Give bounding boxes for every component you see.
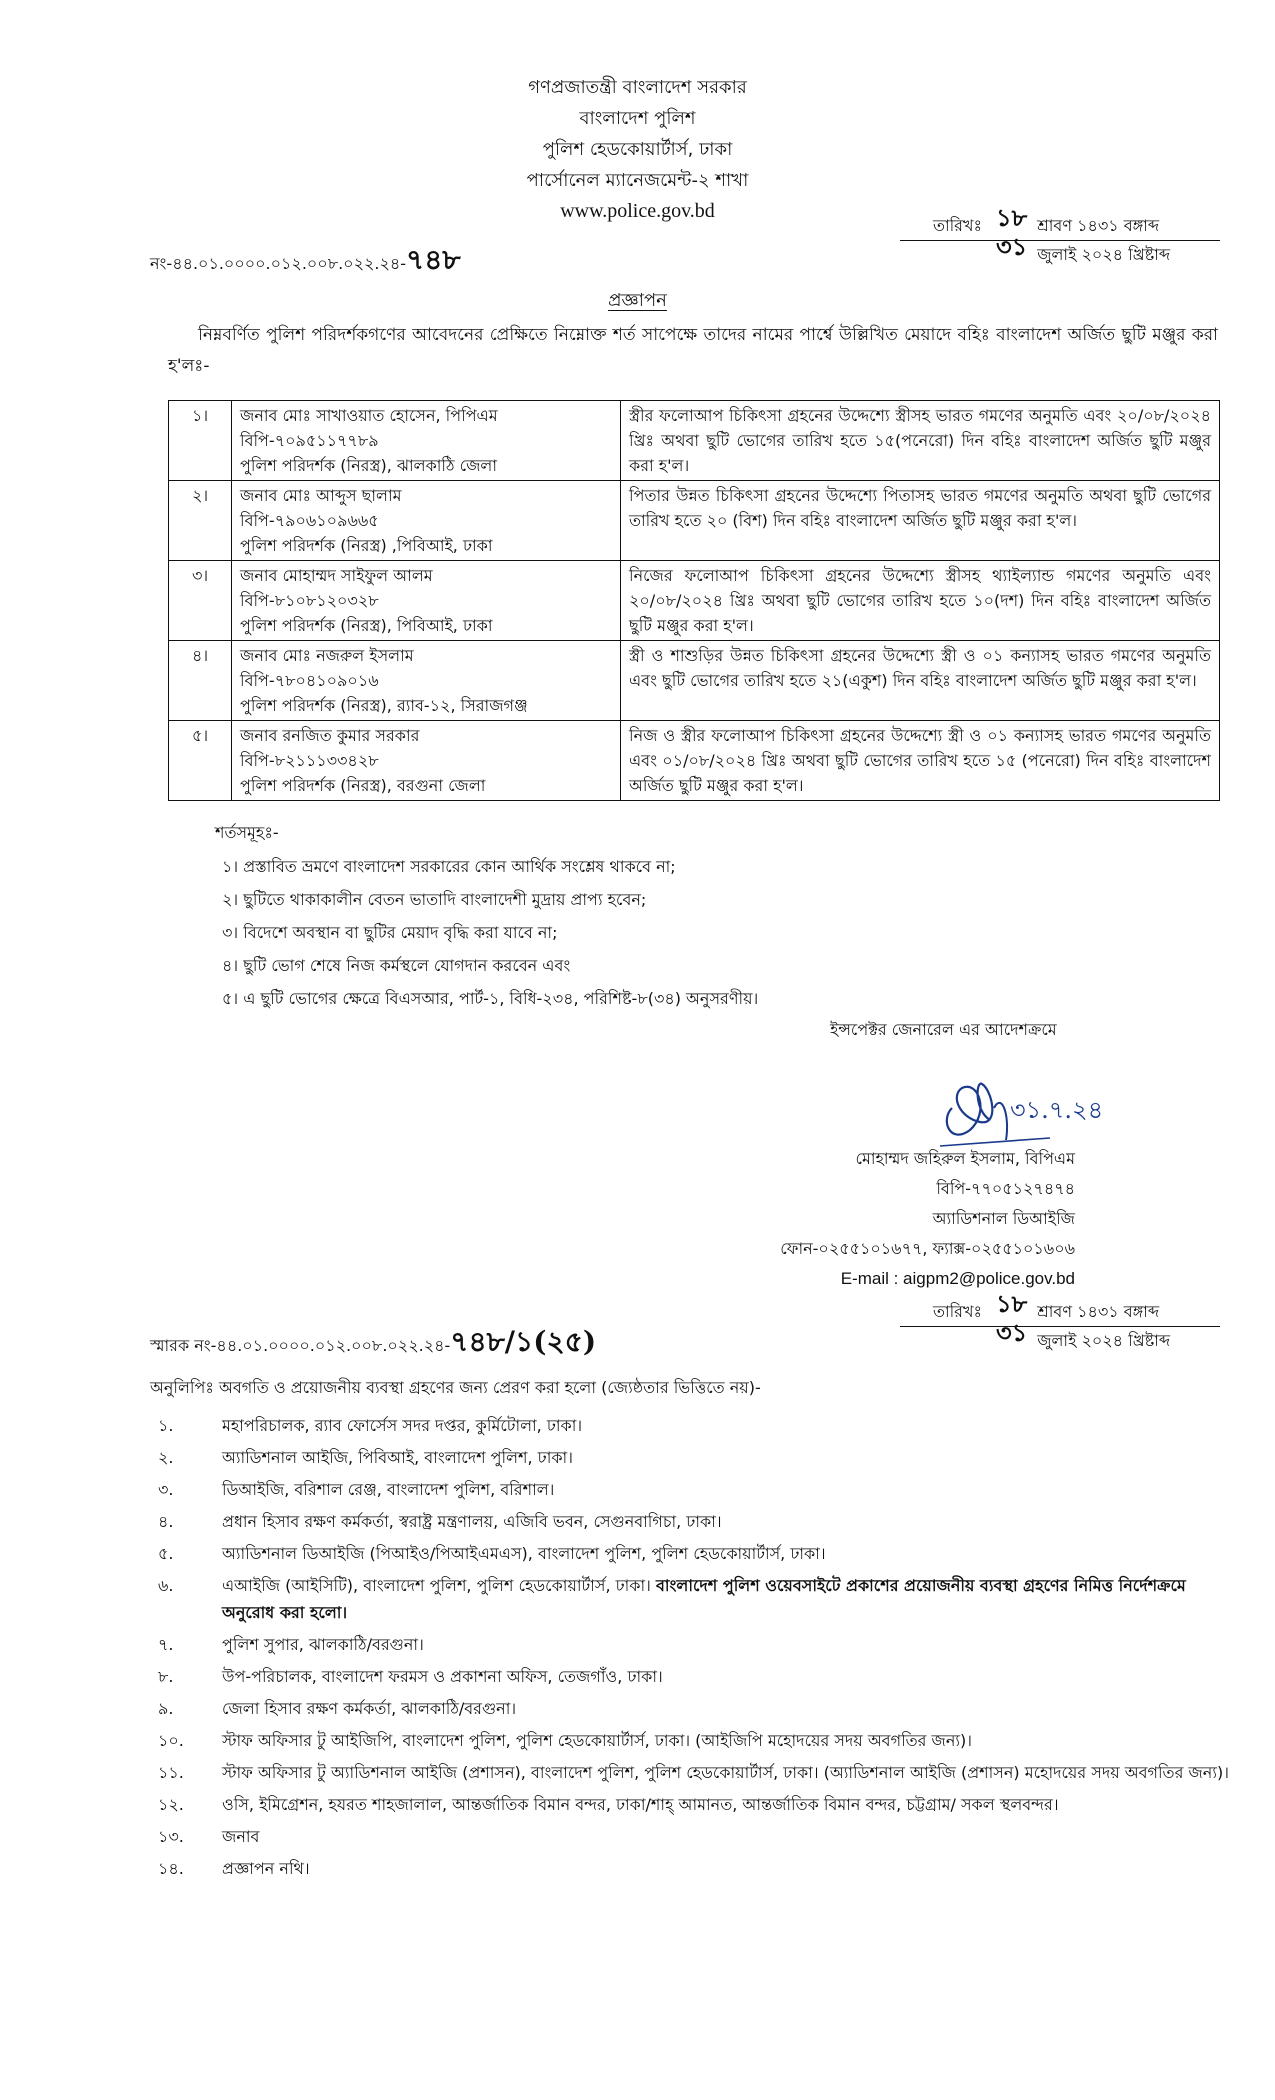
date-day-bangla: ১৮ bbox=[996, 203, 1028, 232]
list-item bbox=[150, 1791, 1230, 1818]
leave-reason: নিজ ও স্ত্রীর ফলোআপ চিকিৎসা গ্রহনের উদ্দেশ্যে স্ত্রী ও ০১ কন্যাসহ ভারত গমণের অনুমতি এবং ০১/০৮/২০২৪ খ্রিঃ অথবা ছুটি ভোগের তারিখ হতে ১৫ (পনেরো) দিন বহিঃ বাংলাদেশ অর্জিত ছুটি মঞ্জুর করা হ'ল। bbox=[621, 721, 1220, 801]
list-item-number: ৯. bbox=[158, 1699, 174, 1718]
memo2-reference bbox=[150, 1320, 596, 1367]
list-item bbox=[150, 1727, 1230, 1754]
date-gregorian: জুলাই ২০২৪ খ্রিষ্টাব্দ bbox=[1037, 1331, 1171, 1350]
memo-reference bbox=[150, 238, 461, 285]
list-item-text: মহাপরিচালক, র‍্যাব ফোর্সেস সদর দপ্তর, কুর্মিটোলা, ঢাকা। bbox=[222, 1416, 583, 1435]
list-item bbox=[150, 1823, 1230, 1850]
list-item-number: ৭. bbox=[158, 1635, 174, 1654]
person-name: জনাব মোঃ সাখাওয়াত হোসেন, পিপিএম bbox=[240, 406, 498, 425]
row-number: ৪। bbox=[169, 641, 232, 721]
signer-phone: ফোন-০২৫৫১০১৬৭৭, ফ্যাক্স-০২৫৫১০১৬০৬ bbox=[780, 1239, 1075, 1258]
person-designation: পুলিশ পরিদর্শক (নিরস্ত্র) ,পিবিআই, ঢাকা bbox=[240, 536, 493, 555]
letterhead bbox=[0, 72, 1275, 227]
condition-item: ১। প্রস্তাবিত ভ্রমণে বাংলাদেশ সরকারের কোন আর্থিক সংশ্লেষ থাকবে না; bbox=[222, 857, 676, 876]
person-bp: বিপি-৮১০৮১২০৩২৮ bbox=[240, 591, 379, 610]
list-item bbox=[150, 1759, 1230, 1786]
table-row bbox=[169, 481, 1220, 561]
list-item-text: প্রজ্ঞাপন নথি। bbox=[222, 1859, 310, 1878]
list-item-number: ৪. bbox=[158, 1512, 174, 1531]
memo-date bbox=[900, 203, 1220, 269]
leave-reason: স্ত্রী ও শাশুড়ির উন্নত চিকিৎসা গ্রহনের উদ্দেশ্যে স্ত্রী ও ০১ কন্যাসহ ভারত গমণের অনুমতি এবং ছুটি ভোগের তারিখ হতে ২১(একুশ) দিন বহিঃ বাংলাদেশ অর্জিত ছুটি মঞ্জুর করা হ'ল। bbox=[621, 641, 1220, 721]
order-by: ইন্সপেক্টর জেনারেল এর আদেশক্রমে bbox=[830, 1020, 1057, 1039]
list-item-text: এআইজি (আইসিটি), বাংলাদেশ পুলিশ, পুলিশ হেডকোয়ার্টার্স, ঢাকা। bbox=[222, 1576, 651, 1595]
memo-handwritten-number: ৭৪৮ bbox=[406, 243, 461, 276]
list-item bbox=[150, 1572, 1230, 1626]
person-designation: পুলিশ পরিদর্শক (নিরস্ত্র), বরগুনা জেলা bbox=[240, 776, 486, 795]
list-item-number: ৩. bbox=[158, 1480, 174, 1499]
person-info bbox=[232, 401, 621, 481]
row-number: ২। bbox=[169, 481, 232, 561]
signer-designation: অ্যাডিশনাল ডিআইজি bbox=[932, 1209, 1075, 1228]
list-item-number: ৫. bbox=[158, 1544, 174, 1563]
list-item-text: জেলা হিসাব রক্ষণ কর্মকর্তা, ঝালকাঠি/বরগুনা। bbox=[222, 1699, 517, 1718]
list-item-number: ১২. bbox=[158, 1795, 184, 1814]
list-item-text: উপ-পরিচালক, বাংলাদেশ ফরমস ও প্রকাশনা অফিস, তেজগাঁও, ঢাকা। bbox=[222, 1667, 663, 1686]
person-info bbox=[232, 721, 621, 801]
list-item bbox=[150, 1855, 1230, 1882]
signer-block bbox=[780, 1144, 1075, 1294]
date-bangla: শ্রাবণ ১৪৩১ বঙ্গাব্দ bbox=[1037, 216, 1160, 235]
leave-reason: পিতার উন্নত চিকিৎসা গ্রহনের উদ্দেশ্যে পিতাসহ ভারত গমণের অনুমতি অথবা ছুটি ভোগের তারিখ হতে ২০ (বিশ) দিন বহিঃ বাংলাদেশ অর্জিত ছুটি মঞ্জুর করা হ'ল। bbox=[621, 481, 1220, 561]
list-item bbox=[150, 1631, 1230, 1658]
intro-paragraph: নিম্নবর্ণিত পুলিশ পরিদর্শকগণের আবেদনের প্রেক্ষিতে নিম্নোক্ত শর্ত সাপেক্ষে তাদের নামের পার্শ্বে উল্লিখিত মেয়াদে বহিঃ বাংলাদেশ অর্জিত ছুটি মঞ্জুর করা হ'লঃ- bbox=[168, 325, 1218, 376]
person-bp: বিপি-৮২১১১৩৩৪২৮ bbox=[240, 751, 379, 770]
list-item-text: স্টাফ অফিসার টু আইজিপি, বাংলাদেশ পুলিশ, পুলিশ হেডকোয়ার্টার্স, ঢাকা। (আইজিপি মহোদয়ের সদয় অবগতির জন্য)। bbox=[222, 1731, 973, 1750]
list-item bbox=[150, 1412, 1230, 1439]
person-bp: বিপি-৭৯০৬১০৯৬৬৫ bbox=[240, 511, 379, 530]
list-item-number: ১১. bbox=[158, 1763, 184, 1782]
list-item-number: ৮. bbox=[158, 1667, 174, 1686]
date-day-bangla: ১৮ bbox=[996, 1289, 1028, 1318]
signer-bp: বিপি-৭৭০৫১২৭৪৭৪ bbox=[936, 1179, 1075, 1198]
list-item-number: ২. bbox=[158, 1448, 174, 1467]
table-row bbox=[169, 561, 1220, 641]
leave-reason: স্ত্রীর ফলোআপ চিকিৎসা গ্রহনের উদ্দেশ্যে স্ত্রীসহ ভারত গমণের অনুমতি এবং ২০/০৮/২০২৪ খ্রিঃ অথবা ছুটি ভোগের তারিখ হতে ১৫(পনেরো) দিন বহিঃ বাংলাদেশ অর্জিত ছুটি মঞ্জুর করা হ'ল। bbox=[621, 401, 1220, 481]
conditions-title: শর্তসমূহঃ- bbox=[215, 823, 279, 842]
row-number: ১। bbox=[169, 401, 232, 481]
signer-name: মোহাম্মদ জহিরুল ইসলাম, বিপিএম bbox=[855, 1149, 1075, 1168]
person-name: জনাব মোঃ নজরুল ইসলাম bbox=[240, 646, 414, 665]
list-item-text: অ্যাডিশনাল ডিআইজি (পিআইও/পিআইএমএস), বাংলাদেশ পুলিশ, পুলিশ হেডকোয়ার্টার্স, ঢাকা। bbox=[222, 1544, 826, 1563]
person-bp: বিপি-৭০৯৫১১৭৭৮৯ bbox=[240, 431, 379, 450]
memo2-date bbox=[900, 1289, 1220, 1355]
list-item bbox=[150, 1540, 1230, 1567]
leave-reason: নিজের ফলোআপ চিকিৎসা গ্রহনের উদ্দেশ্যে স্ত্রীসহ থ্যাইল্যান্ড গমণের অনুমতি এবং ২০/০৮/২০২৪ খ্রিঃ অথবা ছুটি ভোগের তারিখ হতে ১০(দশ) দিন বহিঃ বাংলাদেশ অর্জিত ছুটি মঞ্জুর করা হ'ল। bbox=[621, 561, 1220, 641]
date-label: তারিখঃ bbox=[932, 1302, 982, 1321]
person-name: জনাব মোহাম্মদ সাইফুল আলম bbox=[240, 566, 433, 585]
copy-list bbox=[150, 1412, 1230, 1887]
copy-intro: অনুলিপিঃ অবগতি ও প্রয়োজনীয় ব্যবস্থা গ্রহণের জন্য প্রেরণ করা হলো (জ্যেষ্ঠতার ভিত্তিতে নয়)- bbox=[150, 1378, 761, 1397]
date-label: তারিখঃ bbox=[932, 216, 982, 235]
list-item-text: অ্যাডিশনাল আইজি, পিবিআই, বাংলাদেশ পুলিশ, ঢাকা। bbox=[222, 1448, 573, 1467]
list-item bbox=[150, 1663, 1230, 1690]
list-item-bold-request: বাংলাদেশ পুলিশ ওয়েবসাইটে প্রকাশের প্রয়োজনীয় ব্যবস্থা গ্রহণের নিমিত্ত নির্দেশক্রমে অনুরোধ করা হলো। bbox=[222, 1576, 1186, 1622]
dept-name: বাংলাদেশ পুলিশ bbox=[579, 108, 696, 129]
condition-item: ২। ছুটিতে থাকাকালীন বেতন ভাতাদি বাংলাদেশী মুদ্রায় প্রাপ্য হবেন; bbox=[222, 890, 647, 909]
list-item-text: ওসি, ইমিগ্রেশন, হযরত শাহজালাল, আন্তর্জাতিক বিমান বন্দর, ঢাকা/শাহ্ আমানত, আন্তর্জাতিক বিমান বন্দর, চট্টগ্রাম/ সকল স্থলবন্দর। bbox=[222, 1795, 1059, 1814]
section-name: পার্সোনেল ম্যানেজমেন্ট-২ শাখা bbox=[526, 170, 749, 191]
person-info bbox=[232, 481, 621, 561]
list-item bbox=[150, 1695, 1230, 1722]
memo2-reference-number: স্মারক নং-৪৪.০১.০০০০.০১২.০০৮.০২২.২৪- bbox=[150, 1336, 451, 1355]
govt-name: গণপ্রজাতন্ত্রী বাংলাদেশ সরকার bbox=[528, 77, 747, 98]
table-row bbox=[169, 401, 1220, 481]
date-gregorian: জুলাই ২০২৪ খ্রিষ্টাব্দ bbox=[1037, 245, 1171, 264]
person-designation: পুলিশ পরিদর্শক (নিরস্ত্র), পিবিআই, ঢাকা bbox=[240, 616, 493, 635]
list-item-number: ১৪. bbox=[158, 1859, 184, 1878]
person-info bbox=[232, 561, 621, 641]
person-designation: পুলিশ পরিদর্শক (নিরস্ত্র), ঝালকাঠি জেলা bbox=[240, 456, 497, 475]
row-number: ৫। bbox=[169, 721, 232, 801]
memo2-handwritten-number: ৭৪৮/১(২৫) bbox=[450, 1325, 597, 1358]
row-number: ৩। bbox=[169, 561, 232, 641]
list-item-number: ১০. bbox=[158, 1731, 184, 1750]
person-bp: বিপি-৭৮০৪১০৯০১৬ bbox=[240, 671, 379, 690]
person-info bbox=[232, 641, 621, 721]
list-item-text: জনাব bbox=[222, 1827, 260, 1846]
condition-item: ৩। বিদেশে অবস্থান বা ছুটির মেয়াদ বৃদ্ধি করা যাবে না; bbox=[222, 923, 558, 942]
date-day-gregorian: ৩১ bbox=[996, 1318, 1028, 1347]
person-designation: পুলিশ পরিদর্শক (নিরস্ত্র), র‍্যাব-১২, সিরাজগঞ্জ bbox=[240, 696, 528, 715]
list-item-text: স্টাফ অফিসার টু অ্যাডিশনাল আইজি (প্রশাসন), বাংলাদেশ পুলিশ, পুলিশ হেডকোয়ার্টার্স, ঢাকা। (অ্যাডিশনাল আইজি (প্রশাসন) মহোদয়ের সদয় অবগতির জন্য)। bbox=[222, 1763, 1229, 1782]
list-item bbox=[150, 1508, 1230, 1535]
person-name: জনাব রনজিত কুমার সরকার bbox=[240, 726, 420, 745]
condition-item: ৫। এ ছুটি ভোগের ক্ষেত্রে বিএসআর, পার্ট-১, বিধি-২৩৪, পরিশিষ্ট-৮(৩৪) অনুসরণীয়। bbox=[222, 989, 759, 1008]
office-name: পুলিশ হেডকোয়ার্টার্স, ঢাকা bbox=[542, 139, 733, 160]
date-bangla: শ্রাবণ ১৪৩১ বঙ্গাব্দ bbox=[1037, 1302, 1160, 1321]
list-item bbox=[150, 1476, 1230, 1503]
date-day-gregorian: ৩১ bbox=[996, 232, 1028, 261]
list-item-text: প্রধান হিসাব রক্ষণ কর্মকর্তা, স্বরাষ্ট্র মন্ত্রণালয়, এজিবি ভবন, সেগুনবাগিচা, ঢাকা। bbox=[222, 1512, 722, 1531]
condition-item: ৪। ছুটি ভোগ শেষে নিজ কর্মস্থলে যোগদান করবেন এবং bbox=[222, 956, 571, 975]
persons-table bbox=[168, 400, 1220, 801]
list-item-text: ডিআইজি, বরিশাল রেঞ্জ, বাংলাদেশ পুলিশ, বরিশাল। bbox=[222, 1480, 555, 1499]
table-row bbox=[169, 721, 1220, 801]
website: www.police.gov.bd bbox=[560, 200, 715, 222]
table-row bbox=[169, 641, 1220, 721]
memo-reference-number: নং-৪৪.০১.০০০০.০১২.০০৮.০২২.২৪- bbox=[150, 254, 407, 273]
person-name: জনাব মোঃ আব্দুস ছালাম bbox=[240, 486, 402, 505]
signature-date: ৩১.৭.২৪ bbox=[1010, 1096, 1104, 1124]
page-title: প্রজ্ঞাপন bbox=[608, 290, 667, 311]
list-item-number: ১৩. bbox=[158, 1827, 184, 1846]
conditions-list bbox=[222, 850, 758, 1015]
list-item-number: ১. bbox=[158, 1416, 174, 1435]
signer-email: E-mail : aigpm2@police.gov.bd bbox=[840, 1269, 1075, 1288]
list-item-text: পুলিশ সুপার, ঝালকাঠি/বরগুনা। bbox=[222, 1635, 424, 1654]
list-item-number: ৬. bbox=[158, 1576, 174, 1595]
list-item bbox=[150, 1444, 1230, 1471]
